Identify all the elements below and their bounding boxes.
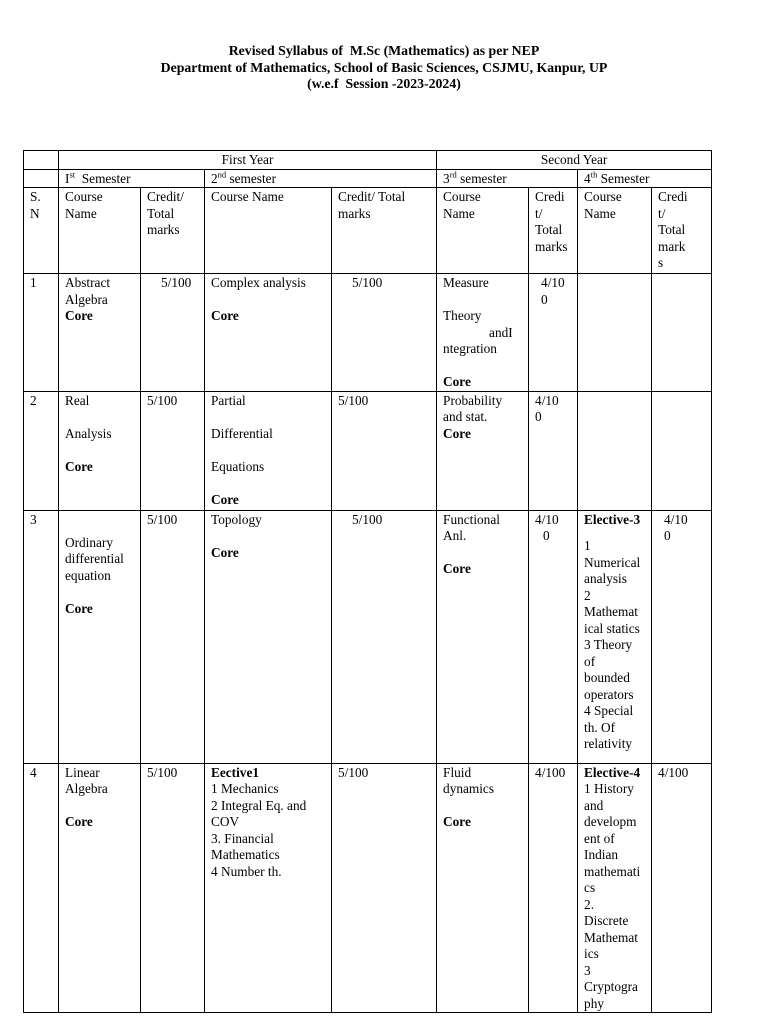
course-cell: Measure Theory andI ntegration Core — [437, 274, 529, 392]
course-name-header: Course Name — [437, 188, 529, 274]
credit-header: Credit/ Total marks — [332, 188, 437, 274]
table-row — [24, 763, 712, 1013]
empty-cell — [652, 274, 712, 392]
heading-department: Department of Mathematics, School of Basic Sciences, CSJMU, Kanpur, UP — [160, 59, 608, 75]
empty-cell — [24, 151, 59, 170]
course-name-header: Course Name — [578, 188, 652, 274]
credit-cell: 5/100 — [141, 510, 205, 763]
credit-header: Credit/ Total marks — [141, 188, 205, 274]
credit-cell: 4/10 0 — [529, 274, 578, 392]
credit-cell: 5/100 — [332, 391, 437, 510]
course-cell: Partial Differential Equations Core — [205, 391, 332, 510]
table-row — [24, 510, 712, 763]
empty-cell — [578, 274, 652, 392]
table-row — [24, 274, 712, 392]
table-row — [24, 391, 712, 510]
credit-cell: 4/100 — [652, 763, 712, 1013]
first-year-header: First Year — [59, 151, 437, 170]
credit-cell: 5/100 — [332, 274, 437, 392]
row-number: 4 — [24, 763, 59, 1013]
row-number: 2 — [24, 391, 59, 510]
course-cell: Linear Algebra Core — [59, 763, 141, 1013]
elective-cell: Elective-3 1 Numerical analysis 2 Mathemat ical statics 3 Theory of bounded operators 4 Special th. Of relativity — [578, 510, 652, 763]
second-year-header: Second Year — [437, 151, 712, 170]
course-name-header: Course Name — [59, 188, 141, 274]
credit-header: Credi t/ Total mark s — [652, 188, 712, 274]
course-cell: Fluid dynamics Core — [437, 763, 529, 1013]
credit-cell: 5/100 — [332, 763, 437, 1013]
heading-session: (w.e.f Session -2023-2024) — [307, 76, 461, 91]
row-number: 3 — [24, 510, 59, 763]
credit-header: Credi t/ Total marks — [529, 188, 578, 274]
semester-4-header: 4th Semester — [578, 169, 712, 188]
semester-1-header: Ist Semester — [59, 169, 205, 188]
semester-header-row — [24, 169, 712, 188]
elective-cell: Eective1 1 Mechanics 2 Integral Eq. and COV 3. Financial Mathematics 4 Number th. — [205, 763, 332, 1013]
heading-title: Revised Syllabus of M.Sc (Mathematics) as per NEP — [228, 43, 540, 58]
credit-cell: 5/100 — [141, 763, 205, 1013]
course-cell: Functional Anl. Core — [437, 510, 529, 763]
course-cell: Abstract Algebra Core — [59, 274, 141, 392]
credit-cell: 4/10 0 — [529, 391, 578, 510]
course-name-header: Course Name — [205, 188, 332, 274]
course-cell: Topology Core — [205, 510, 332, 763]
syllabus-table — [23, 150, 712, 1013]
credit-cell: 5/100 — [141, 274, 205, 392]
credit-cell: 4/10 0 — [652, 510, 712, 763]
credit-cell: 5/100 — [141, 391, 205, 510]
column-header-row — [24, 188, 712, 274]
course-cell: Ordinary differential equation Core — [59, 510, 141, 763]
credit-cell: 4/10 0 — [529, 510, 578, 763]
course-cell: Probability and stat. Core — [437, 391, 529, 510]
semester-2-header: 2nd semester — [205, 169, 437, 188]
sn-header: S. N — [24, 188, 59, 274]
semester-3-header: 3rd semester — [437, 169, 578, 188]
document-heading — [0, 43, 768, 93]
credit-cell: 5/100 — [332, 510, 437, 763]
empty-cell — [652, 391, 712, 510]
row-number: 1 — [24, 274, 59, 392]
elective-cell: Elective-4 1 History and developm ent of Indian mathemati cs 2. Discrete Mathemat ics 3 Cryptogra phy — [578, 763, 652, 1013]
credit-cell: 4/100 — [529, 763, 578, 1013]
year-header-row — [24, 151, 712, 170]
empty-cell — [24, 169, 59, 188]
course-cell: Real Analysis Core — [59, 391, 141, 510]
course-cell: Complex analysis Core — [205, 274, 332, 392]
empty-cell — [578, 391, 652, 510]
